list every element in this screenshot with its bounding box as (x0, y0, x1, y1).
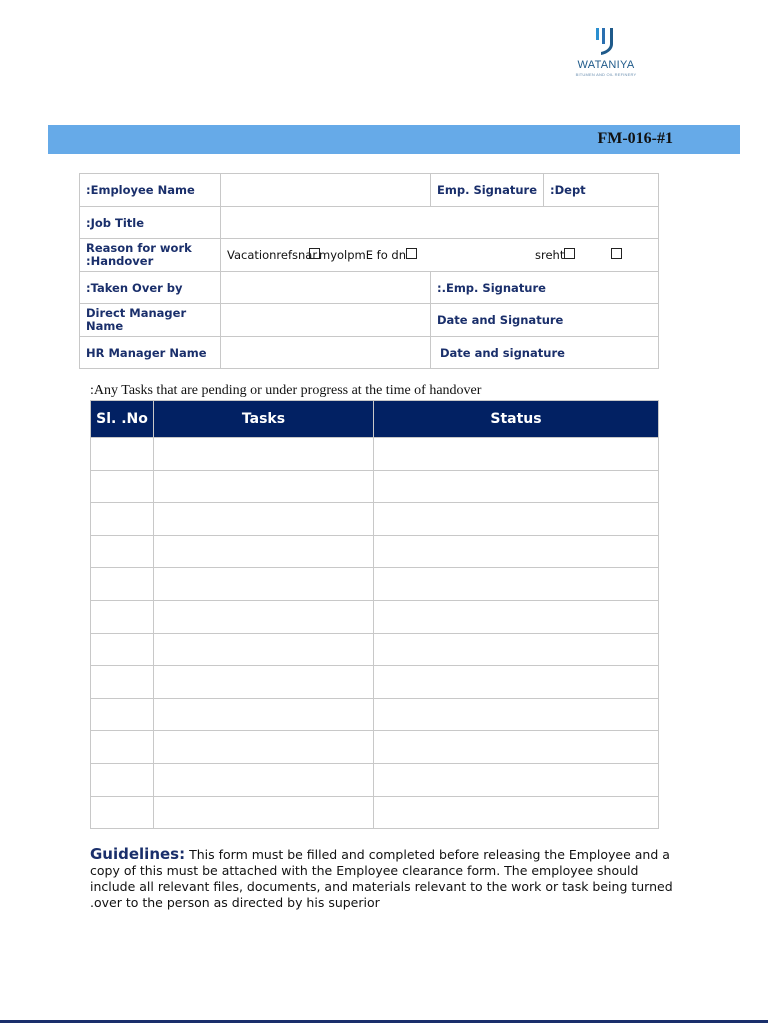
sl-no-cell[interactable] (91, 600, 154, 633)
company-logo (566, 26, 646, 84)
status-cell[interactable] (374, 568, 659, 601)
sl-no-cell[interactable] (91, 698, 154, 731)
bottom-divider (0, 1020, 768, 1023)
taken-over-field[interactable] (221, 272, 431, 304)
sl-no-cell[interactable] (91, 470, 154, 503)
task-cell[interactable] (154, 796, 374, 829)
task-cell[interactable] (154, 503, 374, 536)
table-row (91, 666, 659, 699)
date-signature-label: Date and Signature (431, 304, 659, 337)
tasks-table (90, 400, 659, 829)
table-row (91, 633, 659, 666)
emp-signature-2-label: :.Emp. Signature (431, 272, 659, 304)
logo-tagline: BITUMEN AND OIL REFINERY (575, 72, 637, 77)
others-checkbox[interactable] (564, 248, 575, 259)
wataniya-logo-icon (594, 26, 618, 56)
table-row (91, 796, 659, 829)
sl-no-cell[interactable] (91, 666, 154, 699)
status-cell[interactable] (374, 535, 659, 568)
table-row (91, 470, 659, 503)
dept-label: :Dept (544, 174, 659, 207)
employee-name-field[interactable] (221, 174, 431, 207)
task-cell[interactable] (154, 535, 374, 568)
reason-text-end-of-employment: myolpmE fo dn (319, 248, 406, 262)
table-row (91, 438, 659, 471)
employee-info-table (79, 173, 659, 369)
sl-no-cell[interactable] (91, 796, 154, 829)
emp-signature-label: Emp. Signature (431, 174, 544, 207)
reason-text-others: sreht (535, 248, 565, 262)
status-cell[interactable] (374, 600, 659, 633)
direct-manager-field[interactable] (221, 304, 431, 337)
guidelines-title: Guidelines: (90, 845, 186, 863)
end-of-employment-checkbox[interactable] (406, 248, 417, 259)
table-row (91, 535, 659, 568)
task-cell[interactable] (154, 568, 374, 601)
reason-options (221, 239, 659, 272)
taken-over-label: :Taken Over by (80, 272, 221, 304)
logo-name: WATANIYA (577, 59, 635, 71)
sl-no-cell[interactable] (91, 731, 154, 764)
sl-no-cell[interactable] (91, 763, 154, 796)
hr-manager-field[interactable] (221, 337, 431, 369)
table-row (91, 763, 659, 796)
direct-manager-label: Direct Manager Name (80, 304, 221, 337)
sl-no-cell[interactable] (91, 535, 154, 568)
date-signature-2-label: Date and signature (431, 337, 659, 369)
status-cell[interactable] (374, 731, 659, 764)
extra-checkbox[interactable] (611, 248, 622, 259)
task-cell[interactable] (154, 763, 374, 796)
table-row (91, 568, 659, 601)
job-title-label: :Job Title (80, 207, 221, 239)
task-cell[interactable] (154, 698, 374, 731)
status-cell[interactable] (374, 438, 659, 471)
reason-text-vacation: Vacationrefsnar (227, 248, 318, 262)
sl-no-header: Sl. .No (91, 401, 154, 438)
task-cell[interactable] (154, 470, 374, 503)
status-cell[interactable] (374, 763, 659, 796)
task-cell[interactable] (154, 600, 374, 633)
status-cell[interactable] (374, 698, 659, 731)
sl-no-cell[interactable] (91, 568, 154, 601)
status-cell[interactable] (374, 796, 659, 829)
table-row (91, 600, 659, 633)
status-cell[interactable] (374, 470, 659, 503)
guidelines-body-end: .over to the person as directed by his superior (90, 895, 380, 910)
employee-name-label: :Employee Name (80, 174, 221, 207)
job-title-field[interactable] (221, 207, 659, 239)
form-code: FM-016-#1 (597, 130, 673, 147)
status-cell[interactable] (374, 633, 659, 666)
task-cell[interactable] (154, 731, 374, 764)
header-banner (48, 125, 740, 154)
sl-no-cell[interactable] (91, 633, 154, 666)
reason-label: Reason for work :Handover (80, 239, 221, 272)
guidelines-body: This form must be filled and completed before releasing the Employee and a copy of this must be attached with the Employee clearance form. The employee should include all relevant files, documents, and materials relevant to the work or task being turned (90, 847, 673, 894)
task-cell[interactable] (154, 666, 374, 699)
status-cell[interactable] (374, 666, 659, 699)
status-header: Status (374, 401, 659, 438)
table-row (91, 503, 659, 536)
guidelines (90, 846, 680, 911)
table-row (91, 698, 659, 731)
table-row (91, 731, 659, 764)
task-cell[interactable] (154, 438, 374, 471)
hr-manager-label: HR Manager Name (80, 337, 221, 369)
status-cell[interactable] (374, 503, 659, 536)
sl-no-cell[interactable] (91, 503, 154, 536)
task-cell[interactable] (154, 633, 374, 666)
pending-tasks-caption: :Any Tasks that are pending or under progress at the time of handover (90, 383, 482, 398)
sl-no-cell[interactable] (91, 438, 154, 471)
tasks-header: Tasks (154, 401, 374, 438)
